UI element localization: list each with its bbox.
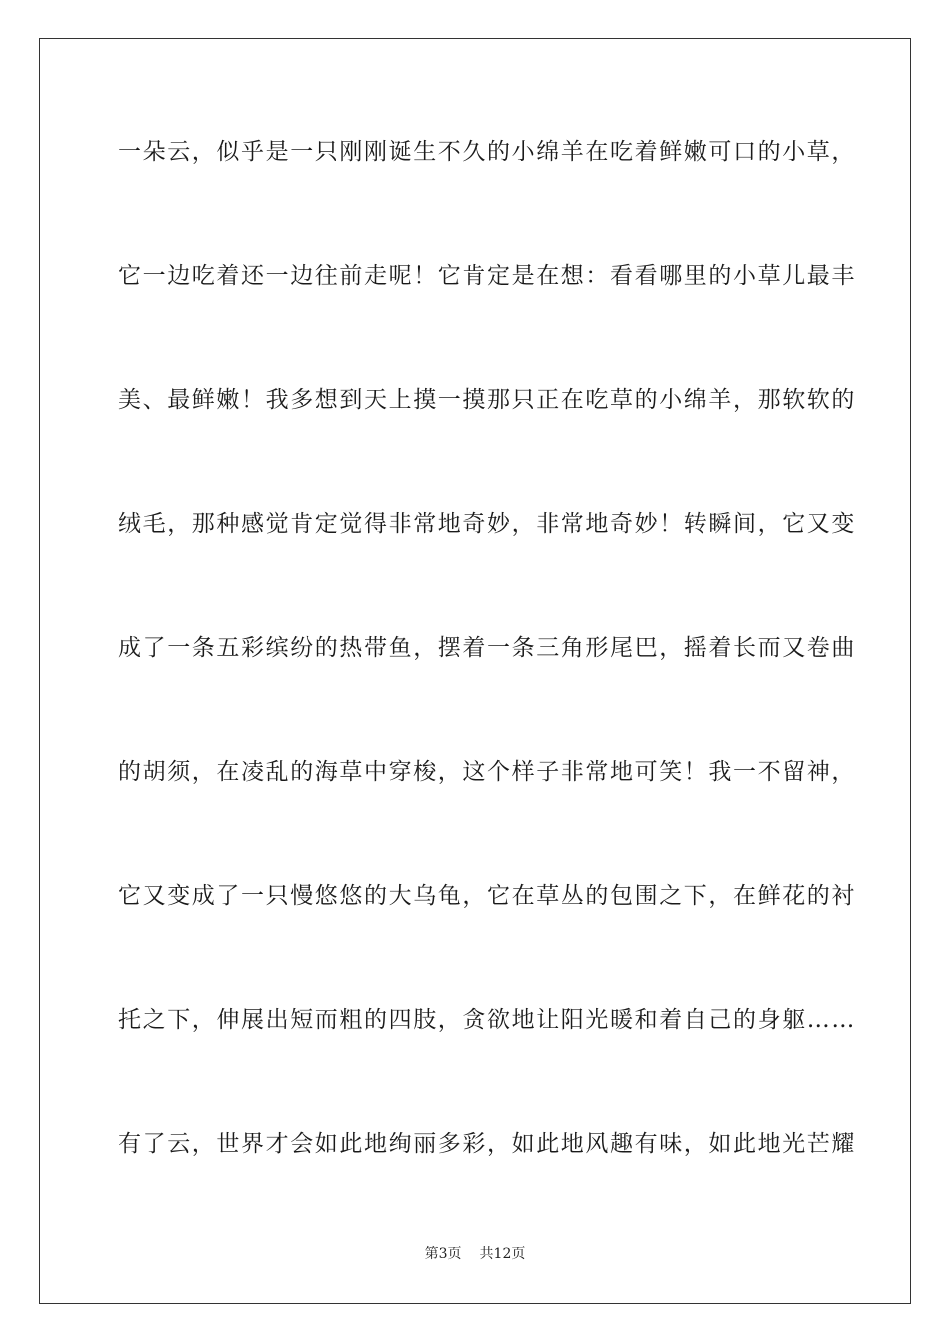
- text-line-1: 一朵云，似乎是一只刚刚诞生不久的小绵羊在吃着鲜嫩可口的小草，: [118, 139, 856, 165]
- text-line-6: 的胡须，在凌乱的海草中穿梭，这个样子非常地可笑！我一不留神，: [118, 759, 856, 785]
- page-footer: [0, 1244, 950, 1264]
- body-text: [118, 128, 856, 1244]
- text-line-3: 美、最鲜嫩！我多想到天上摸一摸那只正在吃草的小绵羊，那软软的: [118, 387, 856, 413]
- page-total: 共12页: [479, 1246, 526, 1262]
- text-line-2: 它一边吃着还一边往前走呢！它肯定是在想：看看哪里的小草儿最丰: [118, 263, 856, 289]
- text-line-4: 绒毛，那种感觉肯定觉得非常地奇妙，非常地奇妙！转瞬间，它又变: [118, 511, 856, 537]
- text-line-9: 有了云，世界才会如此地绚丽多彩，如此地风趣有味，如此地光芒耀: [118, 1131, 856, 1157]
- text-line-7: 它又变成了一只慢悠悠的大乌龟，它在草丛的包围之下，在鲜花的衬: [118, 883, 856, 909]
- text-line-8: 托之下，伸展出短而粗的四肢，贪欲地让阳光暖和着自己的身躯……: [118, 1007, 856, 1033]
- page-number: 第3页: [424, 1246, 462, 1262]
- text-line-5: 成了一条五彩缤纷的热带鱼，摆着一条三角形尾巴，摇着长而又卷曲: [118, 635, 856, 661]
